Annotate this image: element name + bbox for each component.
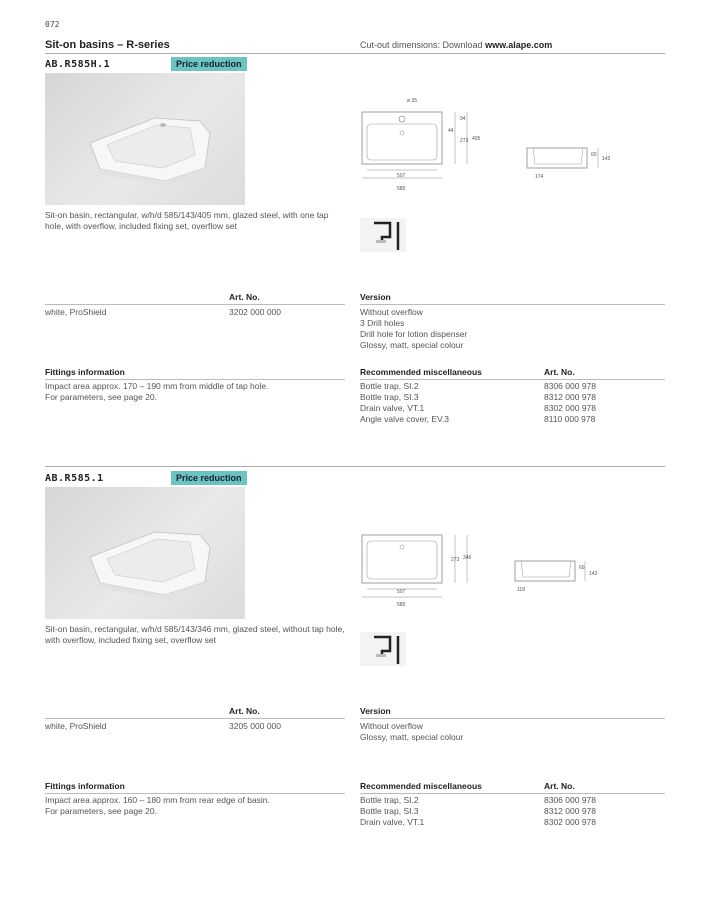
mounting-icon [360,632,406,666]
misc-names [360,795,424,828]
dim-174: 174 [535,174,544,180]
version-item: Glossy, matt, special colour [360,732,464,742]
table-rule [45,793,345,794]
header-rule [45,53,665,54]
version-list [360,307,467,351]
dim-143: 143 [589,571,598,577]
dim-44: 44 [448,128,454,134]
misc-art: 8312 000 978 [544,806,596,816]
dim-346: 346 [463,555,472,561]
dimension-drawing [355,90,615,200]
misc-art-numbers [544,381,596,425]
version-header: Version [360,706,391,716]
product-description: Sit-on basin, rectangular, w/h/d 585/143/346 mm, glazed steel, without tap hole, with overflow, included fixing set, overflow set [45,624,345,645]
dimension-drawing [355,525,615,615]
misc-art: 8306 000 978 [544,381,596,391]
version-item: Glossy, matt, special colour [360,340,464,350]
dim-60: 60 [591,152,597,158]
product-photo [45,487,245,619]
dim-585: 585 [397,602,406,608]
basin-image [45,73,245,205]
misc-art-header: Art. No. [544,781,575,791]
cutout-text: Cut-out dimensions: Download [360,40,486,50]
fittings-text [45,795,270,817]
product-code: AB.R585.1 [45,473,104,484]
product-separator [45,466,665,467]
version-header: Version [360,292,391,302]
misc-art: 8302 000 978 [544,817,596,827]
fittings-text [45,381,268,403]
table-rule [45,379,345,380]
misc-art: 8110 000 978 [544,414,596,424]
dim-585: 585 [397,186,406,192]
fittings-line: Impact area approx. 160 – 180 mm from rear edge of basin. [45,795,270,805]
basin-image [45,487,245,619]
fittings-line: For parameters, see page 20. [45,392,157,402]
table-rule [360,379,665,380]
misc-item: Angle valve cover, EV.3 [360,414,449,424]
dim-143: 143 [602,156,611,162]
misc-header: Recommended miscellaneous [360,781,482,791]
dim-273: 273 [460,138,469,144]
version-item: Drill hole for lotion dispenser [360,329,468,339]
misc-art-numbers [544,795,596,828]
dim-60: 60 [579,565,585,571]
finish: white, ProShield [45,721,107,731]
table-rule [45,304,345,305]
art-no-header: Art. No. [229,706,260,716]
art-no-header: Art. No. [229,292,260,302]
section-title: Sit-on basins – R-series [45,39,170,51]
table-rule [360,304,665,305]
misc-item: Bottle trap, SI.2 [360,381,419,391]
art-no: 3205 000 000 [229,721,281,731]
product-photo [45,73,245,205]
art-no: 3202 000 000 [229,307,281,317]
finish: white, ProShield [45,307,107,317]
mounting-icon [360,218,406,252]
dim-118: 118 [517,587,525,593]
version-item: Without overflow [360,307,423,317]
dim-273: 273 [451,557,460,563]
dim-94: 94 [460,116,466,122]
dim-507: 507 [397,173,406,179]
misc-header: Recommended miscellaneous [360,367,482,377]
misc-item: Bottle trap, SI.3 [360,392,419,402]
misc-item: Drain valve, VT.1 [360,403,425,413]
misc-item: Bottle trap, SI.3 [360,806,419,816]
fittings-line: Impact area approx. 170 – 190 mm from middle of tap hole. [45,381,269,391]
table-rule [360,718,665,719]
fittings-header: Fittings information [45,781,125,791]
misc-names [360,381,449,425]
table-rule [45,718,345,719]
cutout-link[interactable]: www.alape.com [485,40,553,50]
cutout-note [360,40,552,50]
product-code: AB.R585H.1 [45,59,111,70]
product-description: Sit-on basin, rectangular, w/h/d 585/143/405 mm, glazed steel, with one tap hole, with overflow, included fixing set, overflow set [45,210,329,231]
misc-art: 8302 000 978 [544,403,596,413]
dim-hole: ø 35 [407,98,418,104]
misc-art: 8306 000 978 [544,795,596,805]
table-rule [360,793,665,794]
dim-405: 405 [472,136,481,142]
dim-507: 507 [397,589,406,595]
fittings-line: For parameters, see page 20. [45,806,157,816]
misc-art: 8312 000 978 [544,392,596,402]
price-reduction-badge: Price reduction [171,471,247,485]
page-number: 072 [45,20,60,29]
price-reduction-badge: Price reduction [171,57,247,71]
version-list [360,721,463,743]
version-item: 3 Drill holes [360,318,405,328]
misc-item: Drain valve, VT.1 [360,817,425,827]
misc-art-header: Art. No. [544,367,575,377]
version-item: Without overflow [360,721,423,731]
misc-item: Bottle trap, SI.2 [360,795,419,805]
fittings-header: Fittings information [45,367,125,377]
